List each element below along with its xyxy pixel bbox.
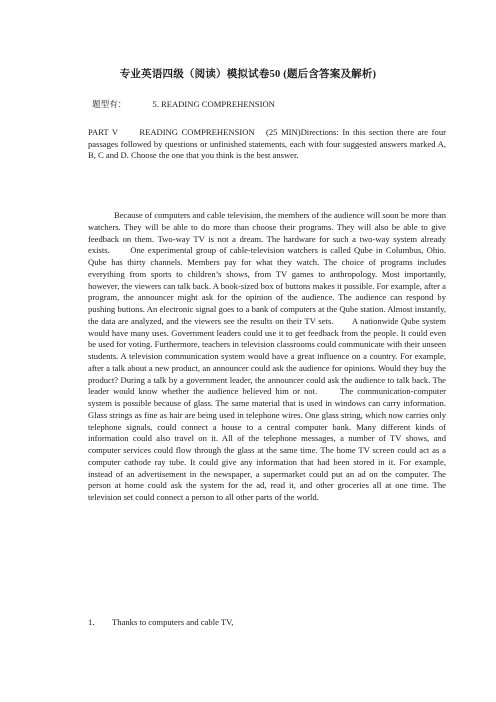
question-type-row	[92, 98, 275, 110]
question-type-value: 5. READING COMPREHENSION	[152, 99, 275, 109]
question-number: 1．	[88, 617, 101, 627]
question-item	[88, 616, 233, 628]
question-type-label: 题型有：	[92, 99, 127, 109]
directions-paragraph: PART V READING COMPREHENSION (25 MIN)Directions: In this section there are four passages followed by questions or unfinished statements, each with four suggested answers marked A, B, C and D. Choose the one that you think is the best answer.	[88, 127, 446, 161]
question-stem: Thanks to computers and cable TV,	[112, 617, 234, 627]
document-title: 专业英语四级（阅读）模拟试卷50 (题后含答案及解析)	[119, 69, 377, 80]
reading-passage: Because of computers and cable television, the members of the audience will soon be more than watchers. They will be able to do more than choose their programs. They will also be able to give feedback on them. Two-way TV is not a dream. The hardware for such a two-way system already exists. One experimental group of cable-television watchers is called Qube in Columbus, Ohio. Qube has thirty channels. Members pay for what they watch. The choice of programs includes everything from sports to children’s shows, from TV games to anthropology. Most importantly, however, the viewers can talk back. A book-sized box of buttons makes it possible. For example, after a program, the announcer might ask for the opinion of the audience. The audience can respond by pushing buttons. An electronic signal goes to a bank of computers at the Qube station. Almost instantly, the data are analyzed, and the viewers see the results on their TV sets. A nationwide Qube system would have many uses. Government leaders could use it to get feedback from the people. It could even be used for voting. Furthermore, teachers in television classrooms could communicate with their unseen students. A television communication system would have a great influence on a country. For example, after a talk about a new product, an announcer could ask the audience for opinions. Would they buy the product? During a talk by a government leader, the announcer could ask the audience to talk back. The leader would know whether the audience believed him or not. The communication-computer system is possible because of glass. The same material that is used in windows can carry information. Glass strings as fine as hair are being used in telephone wires. One glass string, which now carries only telephone signals, could connect a house to a central computer bank. Many different kinds of information could also travel on it. All of the telephone messages, a number of TV shows, and computer services could flow through the glass at the same time. The home TV screen could act as a computer cathode ray tube. It could give any information that had been stored in it. For example, instead of an advertisement in the newspaper, a supermarket could put an ad on the computer. The person at home could ask the system for the ad, read it, and other groceries all at one time. The television set could connect a person to all other parts of the world.	[88, 210, 446, 502]
